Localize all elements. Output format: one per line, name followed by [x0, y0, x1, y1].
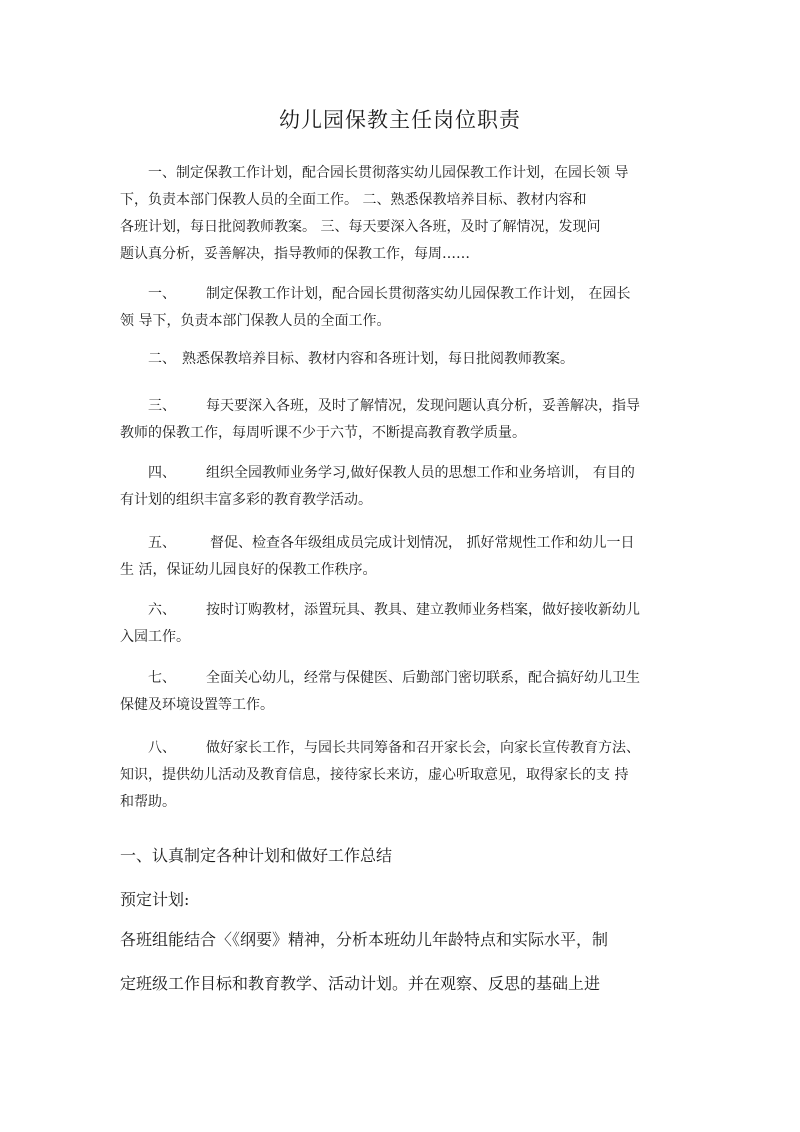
item-text: 全面关心幼儿，经常与保健医、后勤部门密切联系，配合搞好幼儿卫生: [206, 670, 640, 686]
document-title: 幼儿园保教主任岗位职责: [279, 108, 521, 132]
item-number: 五、: [148, 535, 176, 551]
paragraph-line: 定班级工作目标和教育教学、活动计划。并在观察、反思的基础上进: [120, 974, 601, 993]
duty-item: [120, 460, 690, 514]
item-number: 七、: [148, 670, 176, 686]
duty-item: [120, 346, 690, 373]
subheading: 预定计划:: [120, 890, 190, 909]
item-text: 领 导下，负责本部门保教人员的全面工作。: [120, 313, 391, 329]
item-text: 知识，提供幼儿活动及教育信息，接待家长来访，虚心听取意见，取得家长的支 持: [120, 767, 629, 783]
body-paragraph: [120, 918, 690, 1006]
paragraph-line: 各班组能结合〈《纲要》精神，分析本班幼儿年龄特点和实际水平，制: [120, 930, 609, 949]
item-text: 熟悉保教培养目标、教材内容和各班计划，每日批阅教师教案。: [182, 351, 574, 367]
item-text: 制定保教工作计划，配合园长贯彻落实幼儿园保教工作计划， 在园长: [206, 286, 631, 302]
summary-line: 题认真分析，妥善解决，指导教师的保教工作，每周……: [120, 246, 470, 262]
item-number: 一、: [148, 286, 176, 302]
item-text: 入园工作。: [120, 629, 190, 645]
item-number: 四、: [148, 465, 176, 481]
duty-item: [120, 735, 690, 816]
item-text: 和帮助。: [120, 794, 176, 810]
item-text: 有计划的组织丰富多彩的教育教学活动。: [120, 492, 372, 508]
item-number: 二、: [148, 351, 176, 367]
duty-item: [120, 530, 690, 584]
item-text: 督促、检查各年级组成员完成计划情况， 抓好常规性工作和幼儿一日: [210, 535, 635, 551]
summary-line: 下，负责本部门保教人员的全面工作。 二、熟悉保教培养目标、教材内容和: [120, 192, 587, 208]
item-text: 每天要深入各班，及时了解情况，发现问题认真分析，妥善解决，指导: [206, 398, 640, 414]
section-heading: 一、认真制定各种计划和做好工作总结: [120, 846, 393, 865]
item-text: 按时订购教材，添置玩具、教具、建立教师业务档案，做好接收新幼儿: [206, 602, 640, 618]
item-number: 八、: [148, 740, 176, 756]
item-text: 教师的保教工作，每周听课不少于六节，不断提高教育教学质量。: [120, 425, 526, 441]
summary-line: 各班计划，每日批阅教师教案。 三、每天要深入各班，及时了解情况，发现问: [120, 219, 601, 235]
item-text: 做好家长工作，与园长共同筹备和召开家长会，向家长宣传教育方法、: [206, 740, 640, 756]
duty-item: [120, 281, 690, 335]
item-text: 生 活，保证幼儿园良好的保教工作秩序。: [120, 562, 377, 578]
duty-item: [120, 597, 690, 651]
summary-line: 一、制定保教工作计划，配合园长贯彻落实幼儿园保教工作计划，在园长领 导: [148, 165, 629, 181]
duty-item: [120, 665, 690, 719]
item-number: 三、: [148, 398, 176, 414]
duty-item: [120, 393, 690, 447]
item-text: 组织全园教师业务学习,做好保教人员的思想工作和业务培训， 有目的: [206, 465, 635, 481]
summary-paragraph: [120, 160, 690, 268]
item-text: 保健及环境设置等工作。: [120, 697, 274, 713]
item-number: 六、: [148, 602, 176, 618]
